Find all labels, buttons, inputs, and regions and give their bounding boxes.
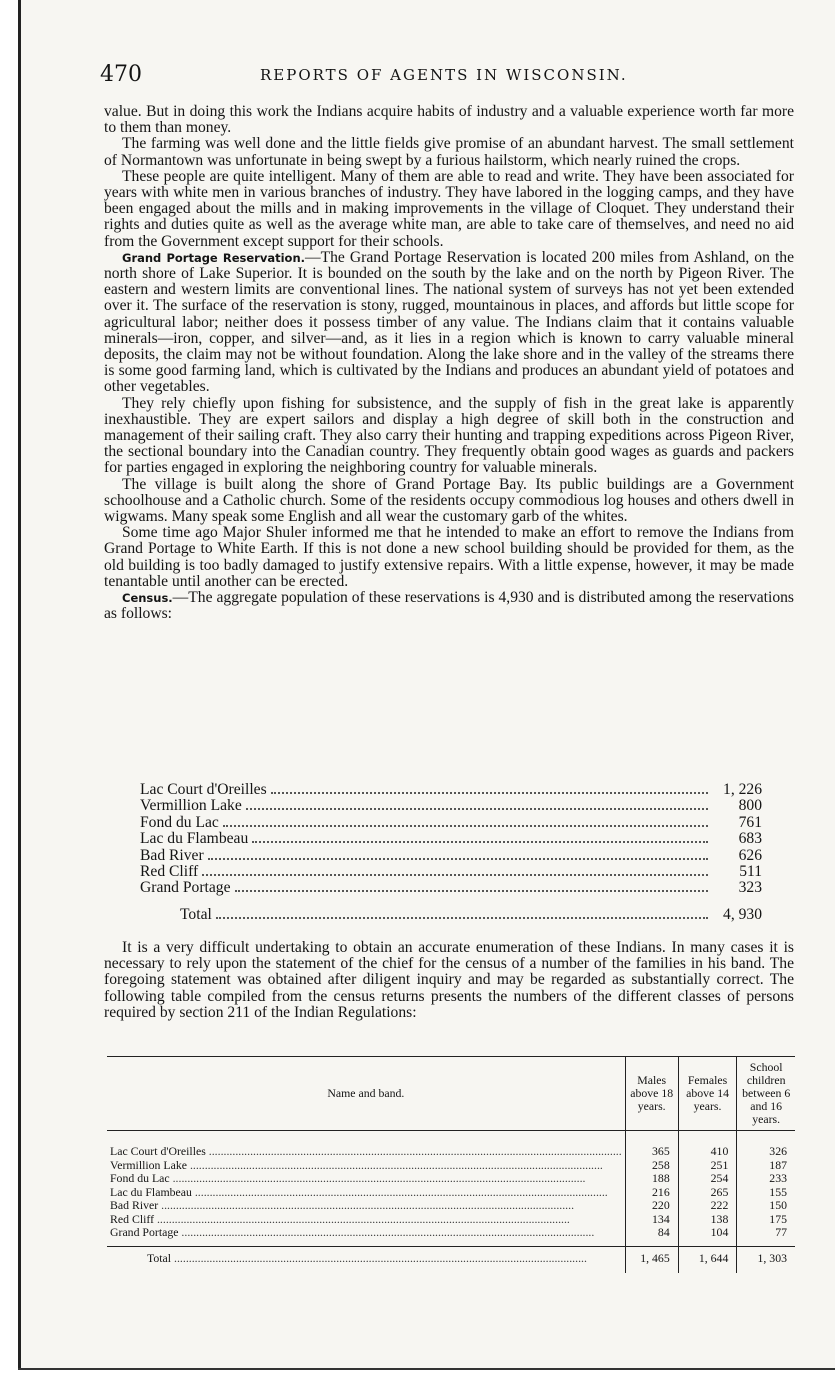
dot-leader: [235, 890, 708, 892]
row-name: Red Cliff .....: [107, 1213, 625, 1227]
main-text: [104, 104, 794, 623]
census-row-value: 800: [738, 797, 762, 815]
census-row-value: 511: [739, 863, 762, 881]
census-row: [140, 848, 762, 864]
grand-portage-heading: Grand Portage Reservation.: [122, 250, 306, 265]
census-row: [140, 798, 762, 814]
row-name: Grand Portage .....: [107, 1226, 625, 1246]
row-males: 134: [625, 1213, 678, 1227]
census-total-label: Total: [180, 905, 212, 923]
row-name: Lac du Flambeau .....: [107, 1186, 625, 1200]
table-row: [107, 1213, 795, 1227]
dot-leader: [202, 874, 708, 876]
table-row: [107, 1226, 795, 1246]
grand-portage-text: —The Grand Portage Reservation is located 200 miles from Ashland, on the north shore of Lake Superior. It is bounded on the south by the lake and on the north by Pigeon River. The eastern and western limits are conventional lines. The national system of surveys has not yet been extended over it. The surface of the reservation is stony, rugged, mountainous in places, and affords but little scope for agricultural labor; neither does it possess timber of any value. The Indians claim that it contains valuable minerals—iron, copper, and silver—and, as it lies in a region which is known to carry valuable mineral deposits, the claim may not be without foundation. Along the lake shore and in the valley of the streams there is some good farming land, which is cultivated by the Indians and produces an abundant yield of potatoes and other vegetables.: [104, 248, 794, 396]
page-number: 470: [100, 62, 142, 87]
page-bottom-edge: [18, 1368, 835, 1380]
census-class-table: [107, 1056, 795, 1273]
page-binding-edge: [0, 0, 21, 1380]
dot-leader: [208, 858, 708, 860]
row-school: 155: [737, 1186, 795, 1200]
row-school: 77: [737, 1226, 795, 1246]
row-females: 265: [678, 1186, 737, 1200]
census-row-value: 1, 226: [723, 781, 762, 798]
paragraph: They rely chiefly upon fishing for subsistence, and the supply of fish in the great lake is apparently inexhaustible. They are expert sailors and display a high degree of skill both in the construction and management of their sailing craft. They also carry their hunting and trapping expeditions across Pigeon River, the sectional boundary into the Canadian country. They frequently obtain good wages as guards and packers for parties engaged in exploring the neighboring country for valuable minerals.: [104, 394, 794, 477]
row-males: 365: [625, 1131, 678, 1159]
total-males: 1, 465: [625, 1246, 678, 1273]
row-females: 138: [678, 1213, 737, 1227]
census-row-name: Lac Court d'Oreilles: [140, 781, 267, 798]
header-males: Males above 18 years.: [625, 1057, 678, 1131]
row-school: 326: [737, 1131, 795, 1159]
census-row-value: 626: [738, 846, 762, 864]
row-females: 251: [678, 1159, 737, 1173]
page-header: [100, 62, 800, 88]
row-females: 410: [678, 1131, 737, 1159]
header-females: Females above 14 years.: [678, 1057, 737, 1131]
table-row: [107, 1172, 795, 1186]
grand-portage-paragraph: [104, 250, 794, 396]
row-males: 220: [625, 1199, 678, 1213]
table-header-row: [107, 1057, 795, 1131]
header-school-children: School children between 6 and 16 years.: [737, 1057, 795, 1131]
census-row-value: 761: [738, 813, 762, 831]
total-label: Total .....: [107, 1246, 625, 1273]
census-row-name: Vermillion Lake: [140, 797, 242, 815]
total-females: 1, 644: [678, 1246, 737, 1273]
row-school: 150: [737, 1199, 795, 1213]
census-paragraph: [104, 590, 794, 622]
census-row-value: 683: [738, 830, 762, 848]
table-row: [107, 1186, 795, 1200]
census-list: [140, 782, 762, 923]
row-males: 216: [625, 1186, 678, 1200]
census-row-name: Red Cliff: [140, 863, 199, 881]
census-heading: Census.: [122, 591, 173, 606]
dot-leader: [223, 825, 708, 827]
total-school: 1, 303: [737, 1246, 795, 1273]
census-row-name: Grand Portage: [140, 879, 231, 897]
header-name-band: Name and band.: [327, 1086, 405, 1100]
census-total-row: [140, 907, 762, 923]
row-males: 84: [625, 1226, 678, 1246]
census-total-value: 4, 930: [723, 905, 762, 923]
table-total-row: [107, 1246, 795, 1273]
paragraph: The farming was well done and the little fields give promise of an abundant harvest. The small settlement of Normantown was unfortunate in being swept by a furious hailstorm, which nearly ruined the crops.: [104, 135, 794, 169]
row-school: 233: [737, 1172, 795, 1186]
census-row: [140, 782, 762, 798]
census-row: [140, 864, 762, 880]
census-row-name: Bad River: [140, 846, 204, 864]
census-row-name: Fond du Lac: [140, 813, 219, 831]
row-school: 175: [737, 1213, 795, 1227]
table-row: [107, 1131, 795, 1159]
dot-leader: [216, 917, 708, 919]
row-name: Bad River .....: [107, 1199, 625, 1213]
running-title: REPORTS OF AGENTS IN WISCONSIN.: [260, 66, 628, 84]
row-school: 187: [737, 1159, 795, 1173]
row-males: 188: [625, 1172, 678, 1186]
row-females: 104: [678, 1226, 737, 1246]
census-row-name: Lac du Flambeau: [140, 830, 249, 848]
row-females: 254: [678, 1172, 737, 1186]
dot-leader: [271, 792, 708, 794]
paragraph: It is a very difficult undertaking to obtain an accurate enumeration of these Indians. In many cases it is necessary to rely upon the statement of the chief for the census of a number of the families in his band. The foregoing statement was obtained after diligent inquiry and may be regarded as substantially correct. The following table compiled from the census returns presents the numbers of the different classes of persons required by section 211 of the Indian Regulations:: [104, 939, 794, 1021]
census-text: —The aggregate population of these reservations is 4,930 and is distributed among the reservations as follows:: [104, 589, 794, 623]
row-females: 222: [678, 1199, 737, 1213]
paragraph: Some time ago Major Shuler informed me that he intended to make an effort to remove the Indians from Grand Portage to White Earth. If this is not done a new school building should be provided for them, as the old building is too badly damaged to justify extensive repairs. With a little expense, however, it may be made tenantable until another can be erected.: [104, 524, 794, 590]
row-name: Lac Court d'Oreilles .....: [107, 1131, 625, 1159]
census-row: [140, 880, 762, 896]
regulations-table: [107, 1056, 795, 1273]
census-row: [140, 831, 762, 847]
table-row: [107, 1199, 795, 1213]
census-row: [140, 815, 762, 831]
paragraph: value. But in doing this work the Indians acquire habits of industry and a valuable experience worth far more to them than money.: [104, 103, 794, 137]
row-name: Fond du Lac .....: [107, 1172, 625, 1186]
row-name: Vermillion Lake .....: [107, 1159, 625, 1173]
paragraph: The village is built along the shore of Grand Portage Bay. Its public buildings are a Government schoolhouse and a Catholic church. Some of the residents occupy commodious log houses and others dwell in wigwams. Many speak some English and all wear the customary garb of the whites.: [104, 475, 794, 526]
enumeration-text: [104, 940, 794, 1021]
row-males: 258: [625, 1159, 678, 1173]
dot-leader: [252, 841, 708, 843]
census-row-value: 323: [738, 879, 762, 897]
table-row: [107, 1159, 795, 1173]
dot-leader: [246, 808, 708, 810]
paragraph: These people are quite intelligent. Many of them are able to read and write. They have been associated for years with white men in various branches of industry. They have labored in the logging camps, and they have been engaged about the mills and in making improvements in the village of Cloquet. They understand their rights and duties quite as well as the average white man, are able to take care of themselves, and need no aid from the Government except support for their schools.: [104, 167, 794, 250]
